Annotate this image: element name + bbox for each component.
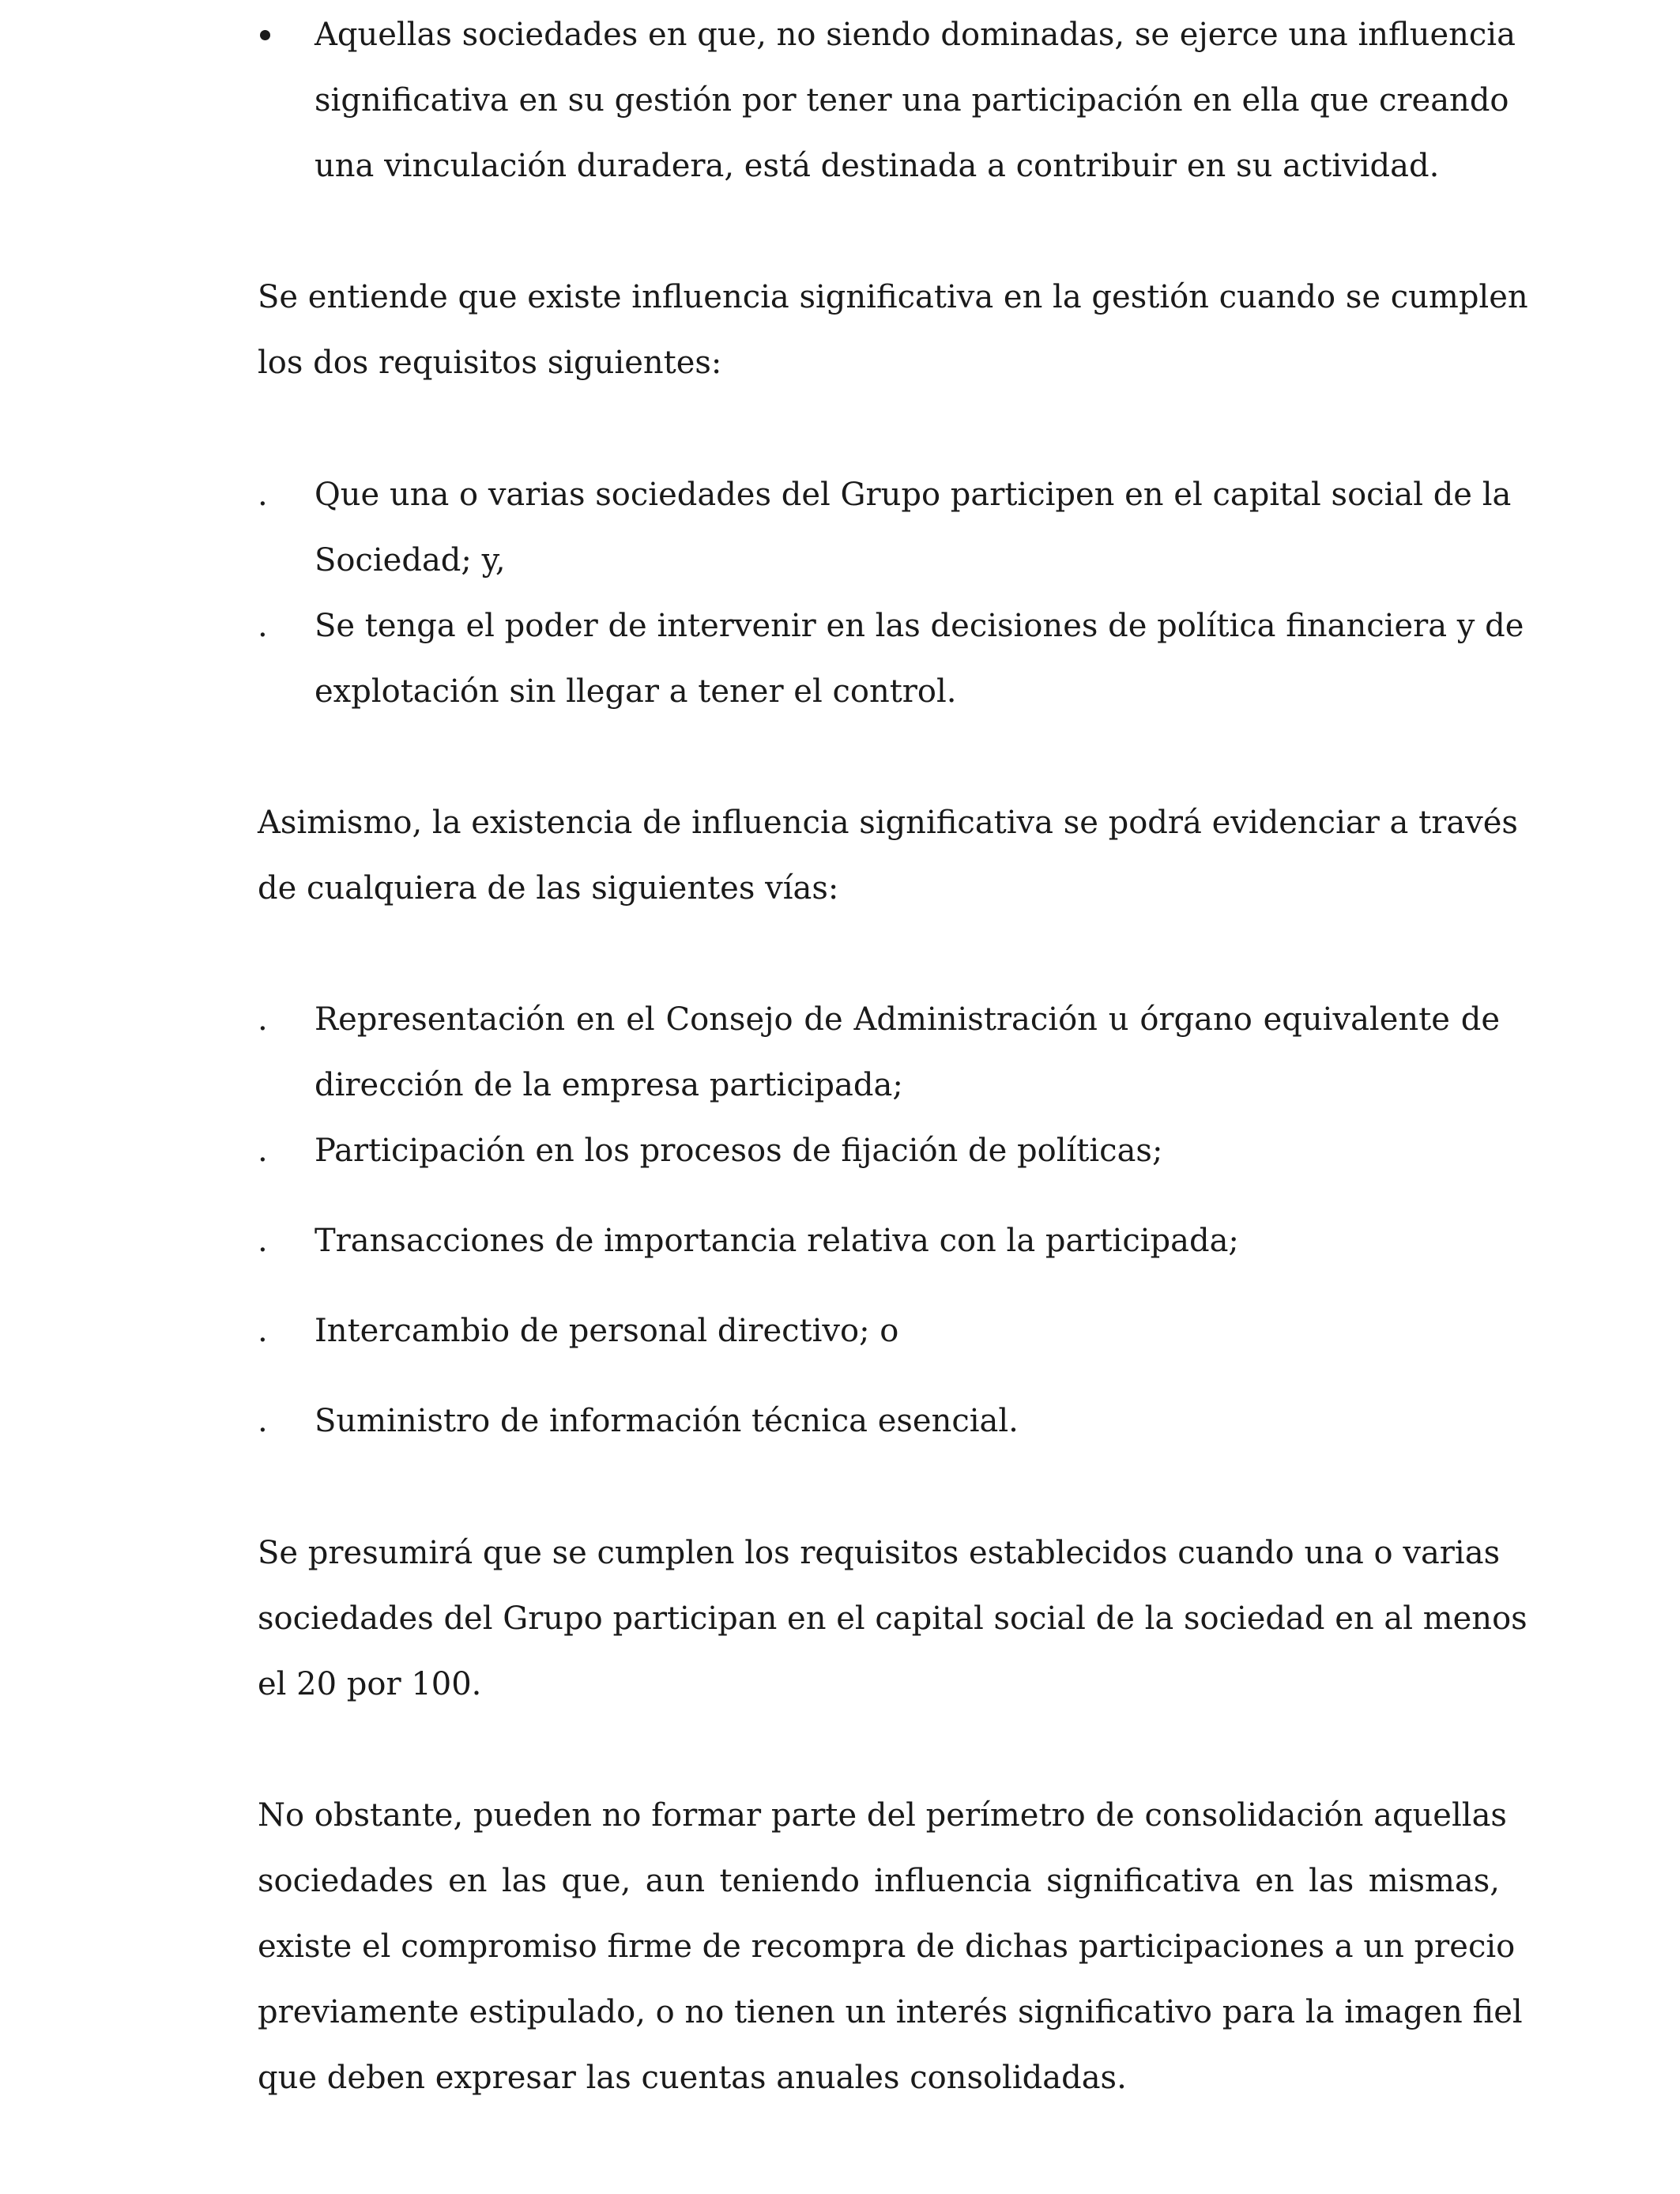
list-marker: . (258, 1313, 268, 1349)
via-5-line-1: Suministro de información técnica esencial. (315, 1403, 1019, 1439)
via-2-line-1: Participación en los procesos de fijación de políticas; (315, 1133, 1163, 1169)
via-1-line-1: Representación en el Consejo de Administración u órgano equivalente de (315, 1001, 1500, 1038)
para-presuncion-line-3: el 20 por 100. (258, 1666, 482, 1702)
requisito-2-line-2: explotación sin llegar a tener el control. (315, 673, 957, 710)
para-presuncion-line-2: sociedades del Grupo participan en el capital social de la sociedad en al menos (258, 1600, 1527, 1637)
list-marker: . (258, 1133, 268, 1169)
para-requisitos-line-1: Se entiende que existe influencia significativa en la gestión cuando se cumplen (258, 279, 1528, 315)
para-exclusion-line-3: existe el compromiso firme de recompra de dichas participaciones a un precio (258, 1928, 1516, 1965)
requisito-2-line-1: Se tenga el poder de intervenir en las decisiones de política financiera y de (315, 608, 1524, 644)
para-exclusion-line-5: que deben expresar las cuentas anuales consolidadas. (258, 2060, 1127, 2096)
para-presuncion-line-1: Se presumirá que se cumplen los requisitos establecidos cuando una o varias (258, 1535, 1501, 1571)
bullet-dot-icon (260, 30, 270, 40)
via-4-line-1: Intercambio de personal directivo; o (315, 1313, 899, 1349)
bullet-first-line-3: una vinculación duradera, está destinada a contribuir en su actividad. (315, 148, 1440, 184)
bullet-first-line-1: Aquellas sociedades en que, no siendo dominadas, se ejerce una influencia (315, 17, 1516, 53)
list-marker: . (258, 1403, 268, 1439)
list-marker: . (258, 1001, 268, 1038)
list-marker: . (258, 477, 268, 513)
para-vias-line-1: Asimismo, la existencia de influencia significativa se podrá evidenciar a través (258, 805, 1518, 841)
via-1-line-2: dirección de la empresa participada; (315, 1067, 903, 1103)
list-marker: . (258, 608, 268, 644)
list-marker: . (258, 1223, 268, 1259)
via-3-line-1: Transacciones de importancia relativa con la participada; (315, 1223, 1239, 1259)
requisito-1-line-1: Que una o varias sociedades del Grupo participen en el capital social de la (315, 477, 1512, 513)
para-exclusion-line-4: previamente estipulado, o no tienen un interés significativo para la imagen fiel (258, 1994, 1523, 2030)
para-requisitos-line-2: los dos requisitos siguientes: (258, 345, 722, 381)
para-exclusion-line-2: sociedades en las que, aun teniendo influencia significativa en las mismas, (258, 1863, 1500, 1899)
para-exclusion-line-1: No obstante, pueden no formar parte del perímetro de consolidación aquellas (258, 1797, 1507, 1834)
requisito-1-line-2: Sociedad; y, (315, 542, 506, 579)
para-vias-line-2: de cualquiera de las siguientes vías: (258, 870, 839, 907)
bullet-first-line-2: significativa en su gestión por tener una participación en ella que creando (315, 82, 1509, 119)
